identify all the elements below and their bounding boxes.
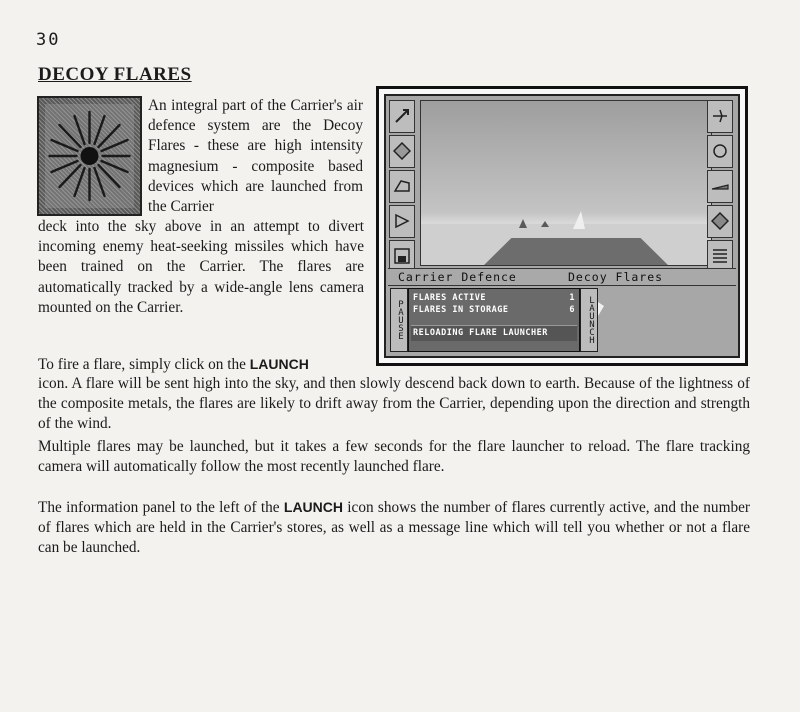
flares-storage-label: FLARES IN STORAGE <box>413 305 509 315</box>
flare-camera-view <box>420 100 712 266</box>
carrier-tower <box>573 211 585 229</box>
gun-icon[interactable] <box>389 170 415 203</box>
information-panel-paragraph: The information panel to the left of the LAUNCH icon shows the number of flares currently active, and the number of flares which are held in the Carrier's stores, as well as a message line which will tell you whether or not a flare can be launched. <box>38 499 751 557</box>
intro-paragraph-bottom: deck into the sky above in an attempt to divert incoming enemy heat-seeking missiles which have been trained on the Carrier. The flares are automatically tracked by a wide-angle lens camera mounted on the Carrier. <box>38 218 364 316</box>
pause-button[interactable]: PAUSE <box>390 288 408 352</box>
launch-button[interactable]: LAUNCH <box>580 288 598 352</box>
multiple-flares-paragraph: Multiple flares may be launched, but it takes a few seconds for the flare launcher to reload. The flare tracking camera will automatically follow the most recently launched flare. <box>38 438 750 476</box>
carrier-deck <box>481 238 671 266</box>
blank-panel <box>600 288 735 350</box>
screen-title-bar <box>388 268 736 286</box>
intro-paragraph-top: An integral part of the Carrier's air defence system are the Decoy Flares - these are high intensity magnesium - composite based devices which are launched from the Carrier <box>148 97 363 216</box>
decoy-flare-icon <box>37 96 142 216</box>
radar-icon[interactable] <box>707 135 733 168</box>
weapons-icon[interactable] <box>707 205 733 238</box>
laser-icon[interactable] <box>389 205 415 238</box>
game-screen <box>384 94 740 358</box>
flares-storage-row <box>413 305 575 315</box>
mouse-cursor-icon <box>598 302 604 316</box>
aircraft-icon[interactable] <box>707 100 733 133</box>
page-number: 30 <box>36 30 61 50</box>
flare-tool-icon[interactable] <box>389 135 415 168</box>
launch-keyword: LAUNCH <box>283 499 343 515</box>
mode-label: Carrier Defence <box>398 270 517 284</box>
launch-keyword: LAUNCH <box>249 356 309 372</box>
flare-info-panel <box>408 288 580 352</box>
left-toolbar <box>388 98 418 273</box>
flares-active-value: 1 <box>569 293 575 303</box>
flares-active-row <box>413 293 575 303</box>
distant-ship <box>519 219 527 228</box>
missile-icon[interactable] <box>389 100 415 133</box>
helicopter-icon[interactable] <box>707 170 733 203</box>
fire-instruction-paragraph: icon. A flare will be sent high into the sky, and then slowly descend back down to earth. Because of the lightness of the composite metals, the flares are likely to drift away from the Carrier, depending upon the direction and strength of the wind. <box>38 375 750 433</box>
status-message: RELOADING FLARE LAUNCHER <box>411 325 577 341</box>
distant-ship <box>541 221 549 227</box>
screen-label: Decoy Flares <box>568 270 664 284</box>
game-screenshot <box>376 86 748 366</box>
right-toolbar <box>706 98 736 273</box>
flares-active-label: FLARES ACTIVE <box>413 293 487 303</box>
section-heading: DECOY FLARES <box>38 64 192 85</box>
fire-instruction-lead: To fire a flare, simply click on the LAUNCH <box>38 356 309 373</box>
flares-storage-value: 6 <box>569 305 575 315</box>
